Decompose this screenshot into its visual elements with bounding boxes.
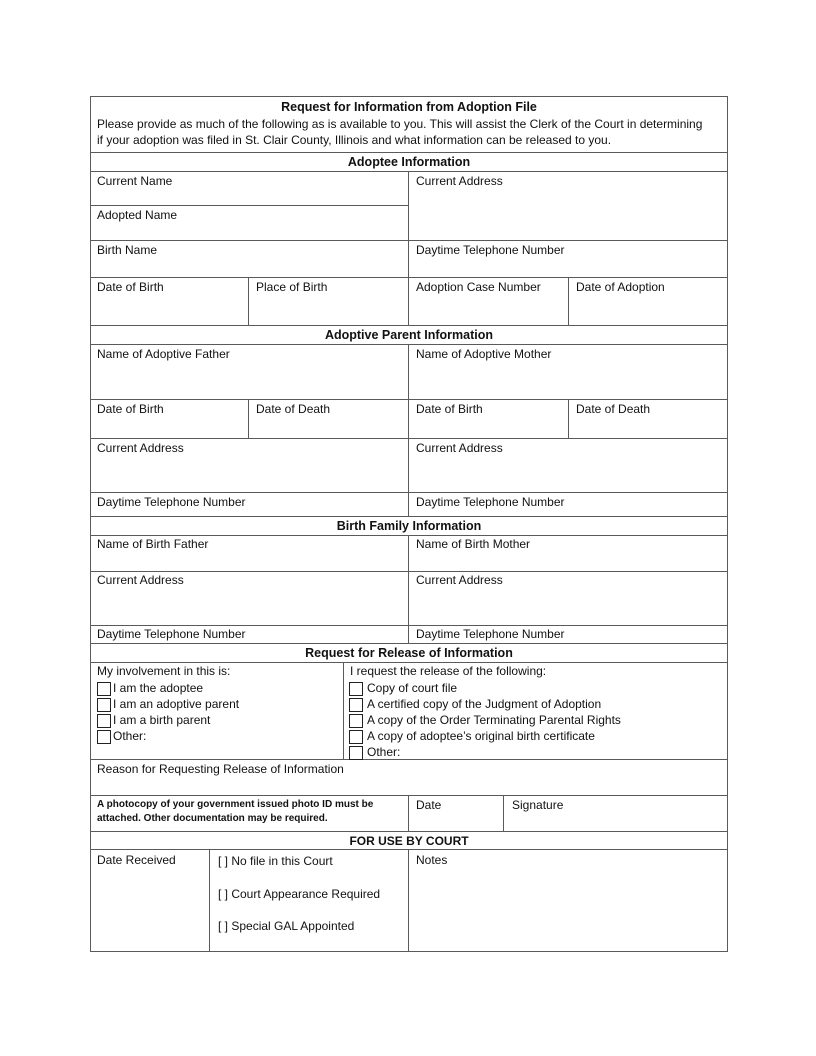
- field-label: Name of Birth Mother: [416, 537, 531, 551]
- field-label: Daytime Telephone Number: [416, 495, 565, 509]
- adoptive-father-dob-field[interactable]: [91, 400, 248, 438]
- field-label: Adopted Name: [97, 208, 178, 222]
- involvement-option-other[interactable]: [97, 728, 337, 744]
- field-label: Date of Death: [576, 402, 651, 416]
- field-label: Current Address: [97, 573, 184, 587]
- adoptive-mother-name-field[interactable]: [409, 345, 727, 399]
- field-label: Reason for Requesting Release of Information: [97, 762, 344, 776]
- field-label: Notes: [416, 853, 448, 867]
- adoption-request-form: [90, 96, 728, 952]
- border-bottom: [90, 951, 728, 952]
- field-label: Name of Adoptive Mother: [416, 347, 552, 361]
- adoptee-current-address-field[interactable]: [409, 172, 727, 240]
- form-title: Request for Information from Adoption File: [281, 100, 537, 114]
- field-label: Daytime Telephone Number: [97, 627, 246, 641]
- field-label: Date of Birth: [416, 402, 483, 416]
- field-label: Current Address: [416, 174, 503, 188]
- option-label: I am the adoptee: [113, 681, 204, 695]
- checkbox[interactable]: [349, 682, 363, 696]
- field-label: Name of Birth Father: [97, 537, 209, 551]
- involvement-option-adoptive-parent[interactable]: [97, 696, 337, 712]
- reason-field[interactable]: [91, 760, 727, 795]
- option-label: A certified copy of the Judgment of Adoption: [367, 697, 602, 711]
- birth-father-address-field[interactable]: [91, 572, 408, 625]
- adoptive-father-name-field[interactable]: [91, 345, 408, 399]
- adoptee-phone-field[interactable]: [409, 241, 727, 277]
- divider: [209, 849, 210, 952]
- birth-name-field[interactable]: [91, 241, 408, 277]
- notes-field[interactable]: [409, 850, 727, 951]
- adoptive-mother-phone-field[interactable]: [409, 493, 727, 516]
- birth-father-phone-field[interactable]: [91, 626, 408, 643]
- field-label: Adoption Case Number: [416, 280, 541, 294]
- option-label: I am an adoptive parent: [113, 697, 240, 711]
- adoptive-father-address-field[interactable]: [91, 439, 408, 492]
- option-label: Copy of court file: [367, 681, 458, 695]
- request-option-judgment[interactable]: [349, 696, 724, 712]
- checkbox[interactable]: [349, 714, 363, 728]
- option-label: Other:: [113, 729, 147, 743]
- date-field[interactable]: [409, 796, 503, 831]
- option-label: I am a birth parent: [113, 713, 211, 727]
- border-top: [90, 96, 728, 97]
- case-number-field[interactable]: [409, 278, 568, 325]
- divider: [90, 831, 728, 832]
- birth-mother-name-field[interactable]: [409, 536, 727, 571]
- request-label: I request the release of the following:: [350, 664, 547, 678]
- signature-field[interactable]: [504, 796, 727, 831]
- option-label: Other:: [367, 745, 401, 759]
- divider: [90, 516, 728, 517]
- checkbox[interactable]: [349, 746, 363, 760]
- field-label: Date of Birth: [97, 402, 164, 416]
- field-label: Current Address: [416, 441, 503, 455]
- date-received-field[interactable]: [91, 850, 209, 951]
- divider: [90, 325, 728, 326]
- place-of-birth-field[interactable]: [249, 278, 408, 325]
- intro-text-line2: if your adoption was filed in St. Clair County, Illinois and what information can be released to you.: [97, 133, 612, 147]
- request-option-termination-order[interactable]: [349, 712, 724, 728]
- court-option-no-file[interactable]: [ ] No file in this Court: [218, 854, 333, 868]
- involvement-option-adoptee[interactable]: [97, 680, 337, 696]
- adoptee-dob-field[interactable]: [91, 278, 248, 325]
- request-option-birth-certificate[interactable]: [349, 728, 724, 744]
- field-label: Name of Adoptive Father: [97, 347, 230, 361]
- birth-mother-address-field[interactable]: [409, 572, 727, 625]
- adoptive-father-phone-field[interactable]: [91, 493, 408, 516]
- adopted-name-field[interactable]: [91, 206, 408, 240]
- adoptive-parent-heading: Adoptive Parent Information: [324, 328, 494, 342]
- birth-family-heading: Birth Family Information: [336, 519, 482, 533]
- checkbox[interactable]: [349, 730, 363, 744]
- birth-father-name-field[interactable]: [91, 536, 408, 571]
- involvement-option-birth-parent[interactable]: [97, 712, 337, 728]
- divider: [90, 152, 728, 153]
- date-of-adoption-field[interactable]: [569, 278, 727, 325]
- option-label: A copy of the Order Terminating Parental Rights: [367, 713, 621, 727]
- option-label: A copy of adoptee’s original birth certificate: [367, 729, 595, 743]
- field-label: Birth Name: [97, 243, 158, 257]
- field-label: Current Address: [97, 441, 184, 455]
- field-label: Date of Death: [256, 402, 331, 416]
- field-label: Date Received: [97, 853, 176, 867]
- field-label: Daytime Telephone Number: [97, 495, 246, 509]
- release-heading: Request for Release of Information: [305, 646, 513, 660]
- field-label: Date of Adoption: [576, 280, 665, 294]
- adoptive-mother-address-field[interactable]: [409, 439, 727, 492]
- request-option-other[interactable]: [349, 744, 724, 760]
- field-label: Date of Birth: [97, 280, 164, 294]
- field-label: Daytime Telephone Number: [416, 627, 565, 641]
- adoptee-heading: Adoptee Information: [347, 155, 471, 169]
- court-option-gal-appointed[interactable]: [ ] Special GAL Appointed: [218, 919, 355, 933]
- field-label: Signature: [512, 798, 564, 812]
- adoptive-father-dod-field[interactable]: [249, 400, 408, 438]
- intro-text-line1: Please provide as much of the following as is available to you. This will assist the Clerk of the Court in determining: [97, 117, 703, 131]
- involvement-label: My involvement in this is:: [97, 664, 231, 678]
- court-heading: FOR USE BY COURT: [349, 834, 469, 848]
- divider: [343, 662, 344, 759]
- divider: [90, 643, 728, 644]
- checkbox[interactable]: [97, 714, 111, 728]
- request-option-court-file[interactable]: [349, 680, 724, 696]
- checkbox[interactable]: [97, 682, 111, 696]
- adoptive-mother-dod-field[interactable]: [569, 400, 727, 438]
- id-notice-line2: attached. Other documentation may be required.: [97, 813, 328, 824]
- field-label: Current Address: [416, 573, 503, 587]
- adoptive-mother-dob-field[interactable]: [409, 400, 568, 438]
- field-label: Daytime Telephone Number: [416, 243, 565, 257]
- current-name-field[interactable]: [91, 172, 408, 205]
- field-label: Date: [416, 798, 442, 812]
- field-label: Place of Birth: [256, 280, 328, 294]
- field-label: Current Name: [97, 174, 173, 188]
- birth-mother-phone-field[interactable]: [409, 626, 727, 643]
- checkbox[interactable]: [349, 698, 363, 712]
- id-notice-line1: A photocopy of your government issued photo ID must be: [97, 799, 374, 810]
- checkbox[interactable]: [97, 730, 111, 744]
- checkbox[interactable]: [97, 698, 111, 712]
- court-option-appearance-required[interactable]: [ ] Court Appearance Required: [218, 887, 381, 901]
